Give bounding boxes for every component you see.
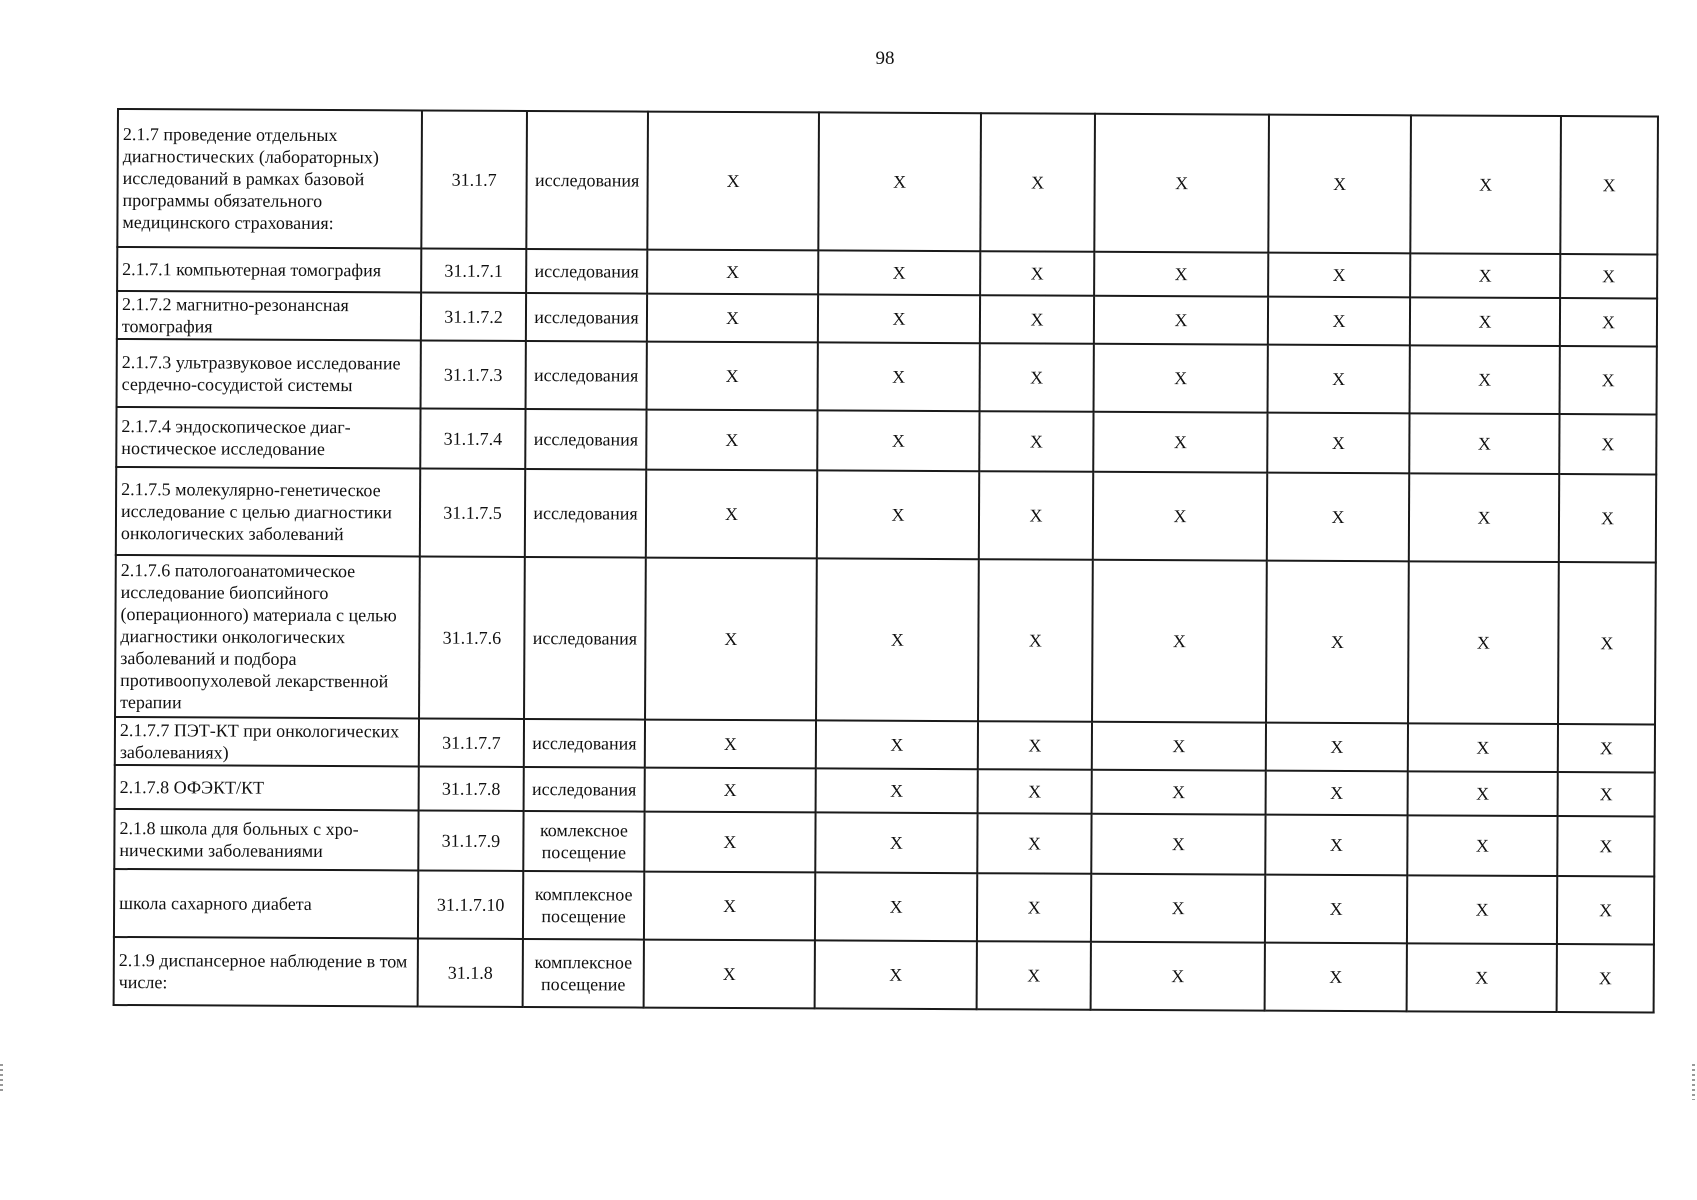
row-unit-cell: комплексное посещение bbox=[523, 871, 644, 940]
row-code-cell: 31.1.7.4 bbox=[420, 408, 525, 469]
row-code-cell: 31.1.7.9 bbox=[418, 810, 523, 871]
row-name-cell: 2.1.7.7 ПЭТ-КТ при онкологических заболеваниях) bbox=[115, 717, 419, 766]
row-x-cell: X bbox=[1092, 770, 1266, 815]
row-name-cell: 2.1.7.2 магнитно-резонансная томография bbox=[117, 291, 421, 340]
row-x-cell: X bbox=[977, 873, 1091, 942]
table-body bbox=[114, 109, 1658, 1013]
row-x-cell: X bbox=[815, 812, 977, 873]
table-row bbox=[116, 407, 1656, 475]
row-x-cell: X bbox=[1408, 723, 1558, 772]
row-x-cell: X bbox=[646, 410, 817, 471]
row-x-cell: X bbox=[1091, 814, 1265, 875]
table-row bbox=[117, 339, 1657, 415]
row-x-cell: X bbox=[646, 470, 817, 559]
row-x-cell: X bbox=[1560, 116, 1658, 254]
row-x-cell: X bbox=[979, 471, 1093, 560]
row-x-cell: X bbox=[980, 251, 1094, 296]
row-unit-cell: исследования bbox=[524, 557, 646, 720]
row-x-cell: X bbox=[1093, 412, 1267, 473]
row-code-cell: 31.1.7.5 bbox=[420, 468, 525, 557]
table-row bbox=[115, 555, 1656, 725]
row-x-cell: X bbox=[1559, 414, 1656, 474]
row-x-cell: X bbox=[1410, 253, 1560, 298]
row-x-cell: X bbox=[817, 410, 979, 471]
row-code-cell: 31.1.7.7 bbox=[419, 718, 524, 767]
right-edge-mark bbox=[1692, 1064, 1695, 1100]
row-x-cell: X bbox=[1410, 297, 1560, 346]
row-name-cell: 2.1.7.1 компьютерная томография bbox=[117, 247, 421, 292]
row-x-cell: X bbox=[818, 112, 981, 251]
row-x-cell: X bbox=[645, 558, 817, 721]
table-row bbox=[117, 247, 1657, 299]
row-x-cell: X bbox=[1408, 771, 1558, 816]
row-x-cell: X bbox=[1560, 254, 1657, 298]
row-x-cell: X bbox=[1094, 296, 1268, 345]
row-unit-cell: исследования bbox=[526, 111, 648, 250]
row-name-cell: школа сахарного диабета bbox=[114, 869, 418, 938]
row-x-cell: X bbox=[980, 113, 1095, 252]
table-row bbox=[114, 809, 1654, 877]
row-x-cell: X bbox=[1558, 772, 1655, 816]
row-x-cell: X bbox=[1266, 771, 1408, 816]
row-x-cell: X bbox=[1410, 115, 1561, 254]
row-x-cell: X bbox=[647, 342, 818, 411]
table-row bbox=[115, 765, 1655, 817]
table-row bbox=[114, 937, 1654, 1013]
row-x-cell: X bbox=[1558, 562, 1656, 724]
row-x-cell: X bbox=[1268, 345, 1410, 414]
row-code-cell: 31.1.7.3 bbox=[421, 340, 526, 409]
table-row bbox=[117, 291, 1657, 347]
row-x-cell: X bbox=[1267, 413, 1409, 474]
row-x-cell: X bbox=[1094, 252, 1268, 297]
row-x-cell: X bbox=[1409, 413, 1559, 474]
row-x-cell: X bbox=[980, 343, 1094, 412]
row-code-cell: 31.1.8 bbox=[418, 938, 523, 1007]
row-unit-cell: исследования bbox=[526, 341, 647, 410]
row-x-cell: X bbox=[980, 295, 1094, 344]
row-x-cell: X bbox=[1091, 874, 1265, 943]
row-code-cell: 31.1.7.10 bbox=[418, 870, 523, 939]
row-code-cell: 31.1.7.8 bbox=[419, 766, 524, 811]
row-unit-cell: исследования bbox=[525, 469, 646, 558]
row-x-cell: X bbox=[1268, 115, 1411, 254]
row-x-cell: X bbox=[818, 342, 980, 411]
row-x-cell: X bbox=[1408, 561, 1559, 724]
row-code-cell: 31.1.7.2 bbox=[421, 292, 526, 341]
row-unit-cell: комлексное посещение bbox=[523, 811, 644, 872]
row-x-cell: X bbox=[815, 940, 977, 1009]
row-unit-cell: исследования bbox=[526, 249, 647, 294]
row-x-cell: X bbox=[1407, 815, 1557, 876]
row-x-cell: X bbox=[1093, 472, 1267, 561]
row-x-cell: X bbox=[1266, 561, 1409, 724]
row-x-cell: X bbox=[1094, 114, 1269, 253]
row-x-cell: X bbox=[1557, 944, 1654, 1012]
row-x-cell: X bbox=[1410, 345, 1560, 414]
row-x-cell: X bbox=[1560, 346, 1657, 414]
row-name-cell: 2.1.7.4 эндоскопическое диагностическое исследование bbox=[116, 407, 420, 468]
row-x-cell: X bbox=[1266, 723, 1408, 772]
row-x-cell: X bbox=[818, 250, 980, 295]
row-x-cell: X bbox=[1265, 815, 1407, 876]
row-x-cell: X bbox=[1407, 943, 1557, 1012]
table-row bbox=[117, 109, 1658, 255]
row-unit-cell: исследования bbox=[524, 767, 645, 812]
row-unit-cell: исследования bbox=[526, 293, 647, 342]
row-x-cell: X bbox=[1268, 253, 1410, 298]
row-name-cell: 2.1.7.6 патологоанатомическое исследование биопсийного (операционного) материала с целью диагностики онкологических заболеваний и подбора противоопухолевой лекарственной терапии bbox=[115, 555, 420, 718]
page-number: 98 bbox=[875, 48, 895, 69]
row-name-cell: 2.1.7.5 молекулярно-генетическое исследование с целью диагностики онкологических заболеваний bbox=[116, 467, 420, 556]
row-x-cell: X bbox=[645, 720, 816, 769]
row-x-cell: X bbox=[818, 294, 980, 343]
row-x-cell: X bbox=[644, 940, 815, 1009]
row-x-cell: X bbox=[647, 112, 819, 251]
left-edge-mark bbox=[0, 1064, 3, 1094]
row-x-cell: X bbox=[1409, 473, 1559, 562]
row-x-cell: X bbox=[1265, 943, 1407, 1012]
row-x-cell: X bbox=[644, 812, 815, 873]
row-x-cell: X bbox=[1094, 344, 1268, 413]
row-x-cell: X bbox=[978, 559, 1093, 722]
row-x-cell: X bbox=[816, 558, 979, 721]
table-row bbox=[114, 869, 1654, 945]
row-unit-cell: исследования bbox=[525, 409, 646, 470]
row-x-cell: X bbox=[647, 250, 818, 295]
row-unit-cell: исследования bbox=[524, 719, 645, 768]
row-x-cell: X bbox=[977, 813, 1091, 874]
row-name-cell: 2.1.7.8 ОФЭКТ/КТ bbox=[115, 765, 419, 810]
row-code-cell: 31.1.7 bbox=[421, 110, 527, 249]
row-x-cell: X bbox=[815, 872, 977, 941]
row-x-cell: X bbox=[816, 720, 978, 769]
row-x-cell: X bbox=[978, 769, 1092, 814]
row-x-cell: X bbox=[1265, 875, 1407, 944]
row-x-cell: X bbox=[1092, 722, 1266, 771]
row-x-cell: X bbox=[1559, 474, 1656, 562]
row-code-cell: 31.1.7.1 bbox=[421, 248, 526, 293]
row-x-cell: X bbox=[644, 872, 815, 941]
row-x-cell: X bbox=[1557, 816, 1654, 876]
row-name-cell: 2.1.8 школа для больных с хроническими заболеваниями bbox=[114, 809, 418, 870]
row-name-cell: 2.1.9 диспансерное наблюдение в том числе: bbox=[114, 937, 418, 1006]
row-x-cell: X bbox=[979, 411, 1093, 472]
row-x-cell: X bbox=[816, 768, 978, 813]
row-code-cell: 31.1.7.6 bbox=[419, 556, 525, 719]
row-x-cell: X bbox=[1407, 875, 1557, 944]
row-x-cell: X bbox=[1091, 942, 1265, 1011]
row-name-cell: 2.1.7 проведение отдельных диагностических (лабораторных) исследований в рамках базовой программы обязательного медицинского страхования: bbox=[117, 109, 422, 248]
row-x-cell: X bbox=[645, 768, 816, 813]
row-x-cell: X bbox=[1560, 298, 1657, 346]
row-x-cell: X bbox=[1557, 876, 1654, 944]
row-unit-cell: комплексное посещение bbox=[523, 939, 644, 1008]
table-row bbox=[115, 717, 1655, 773]
row-x-cell: X bbox=[647, 294, 818, 343]
row-x-cell: X bbox=[1268, 297, 1410, 346]
row-x-cell: X bbox=[977, 941, 1091, 1010]
row-x-cell: X bbox=[978, 721, 1092, 770]
row-name-cell: 2.1.7.3 ультразвуковое исследование сердечно-сосудистой системы bbox=[117, 339, 421, 408]
row-x-cell: X bbox=[1092, 560, 1267, 723]
table-row bbox=[116, 467, 1656, 563]
row-x-cell: X bbox=[1267, 473, 1409, 562]
document-table bbox=[113, 108, 1659, 1014]
row-x-cell: X bbox=[1558, 724, 1655, 772]
row-x-cell: X bbox=[817, 470, 979, 559]
